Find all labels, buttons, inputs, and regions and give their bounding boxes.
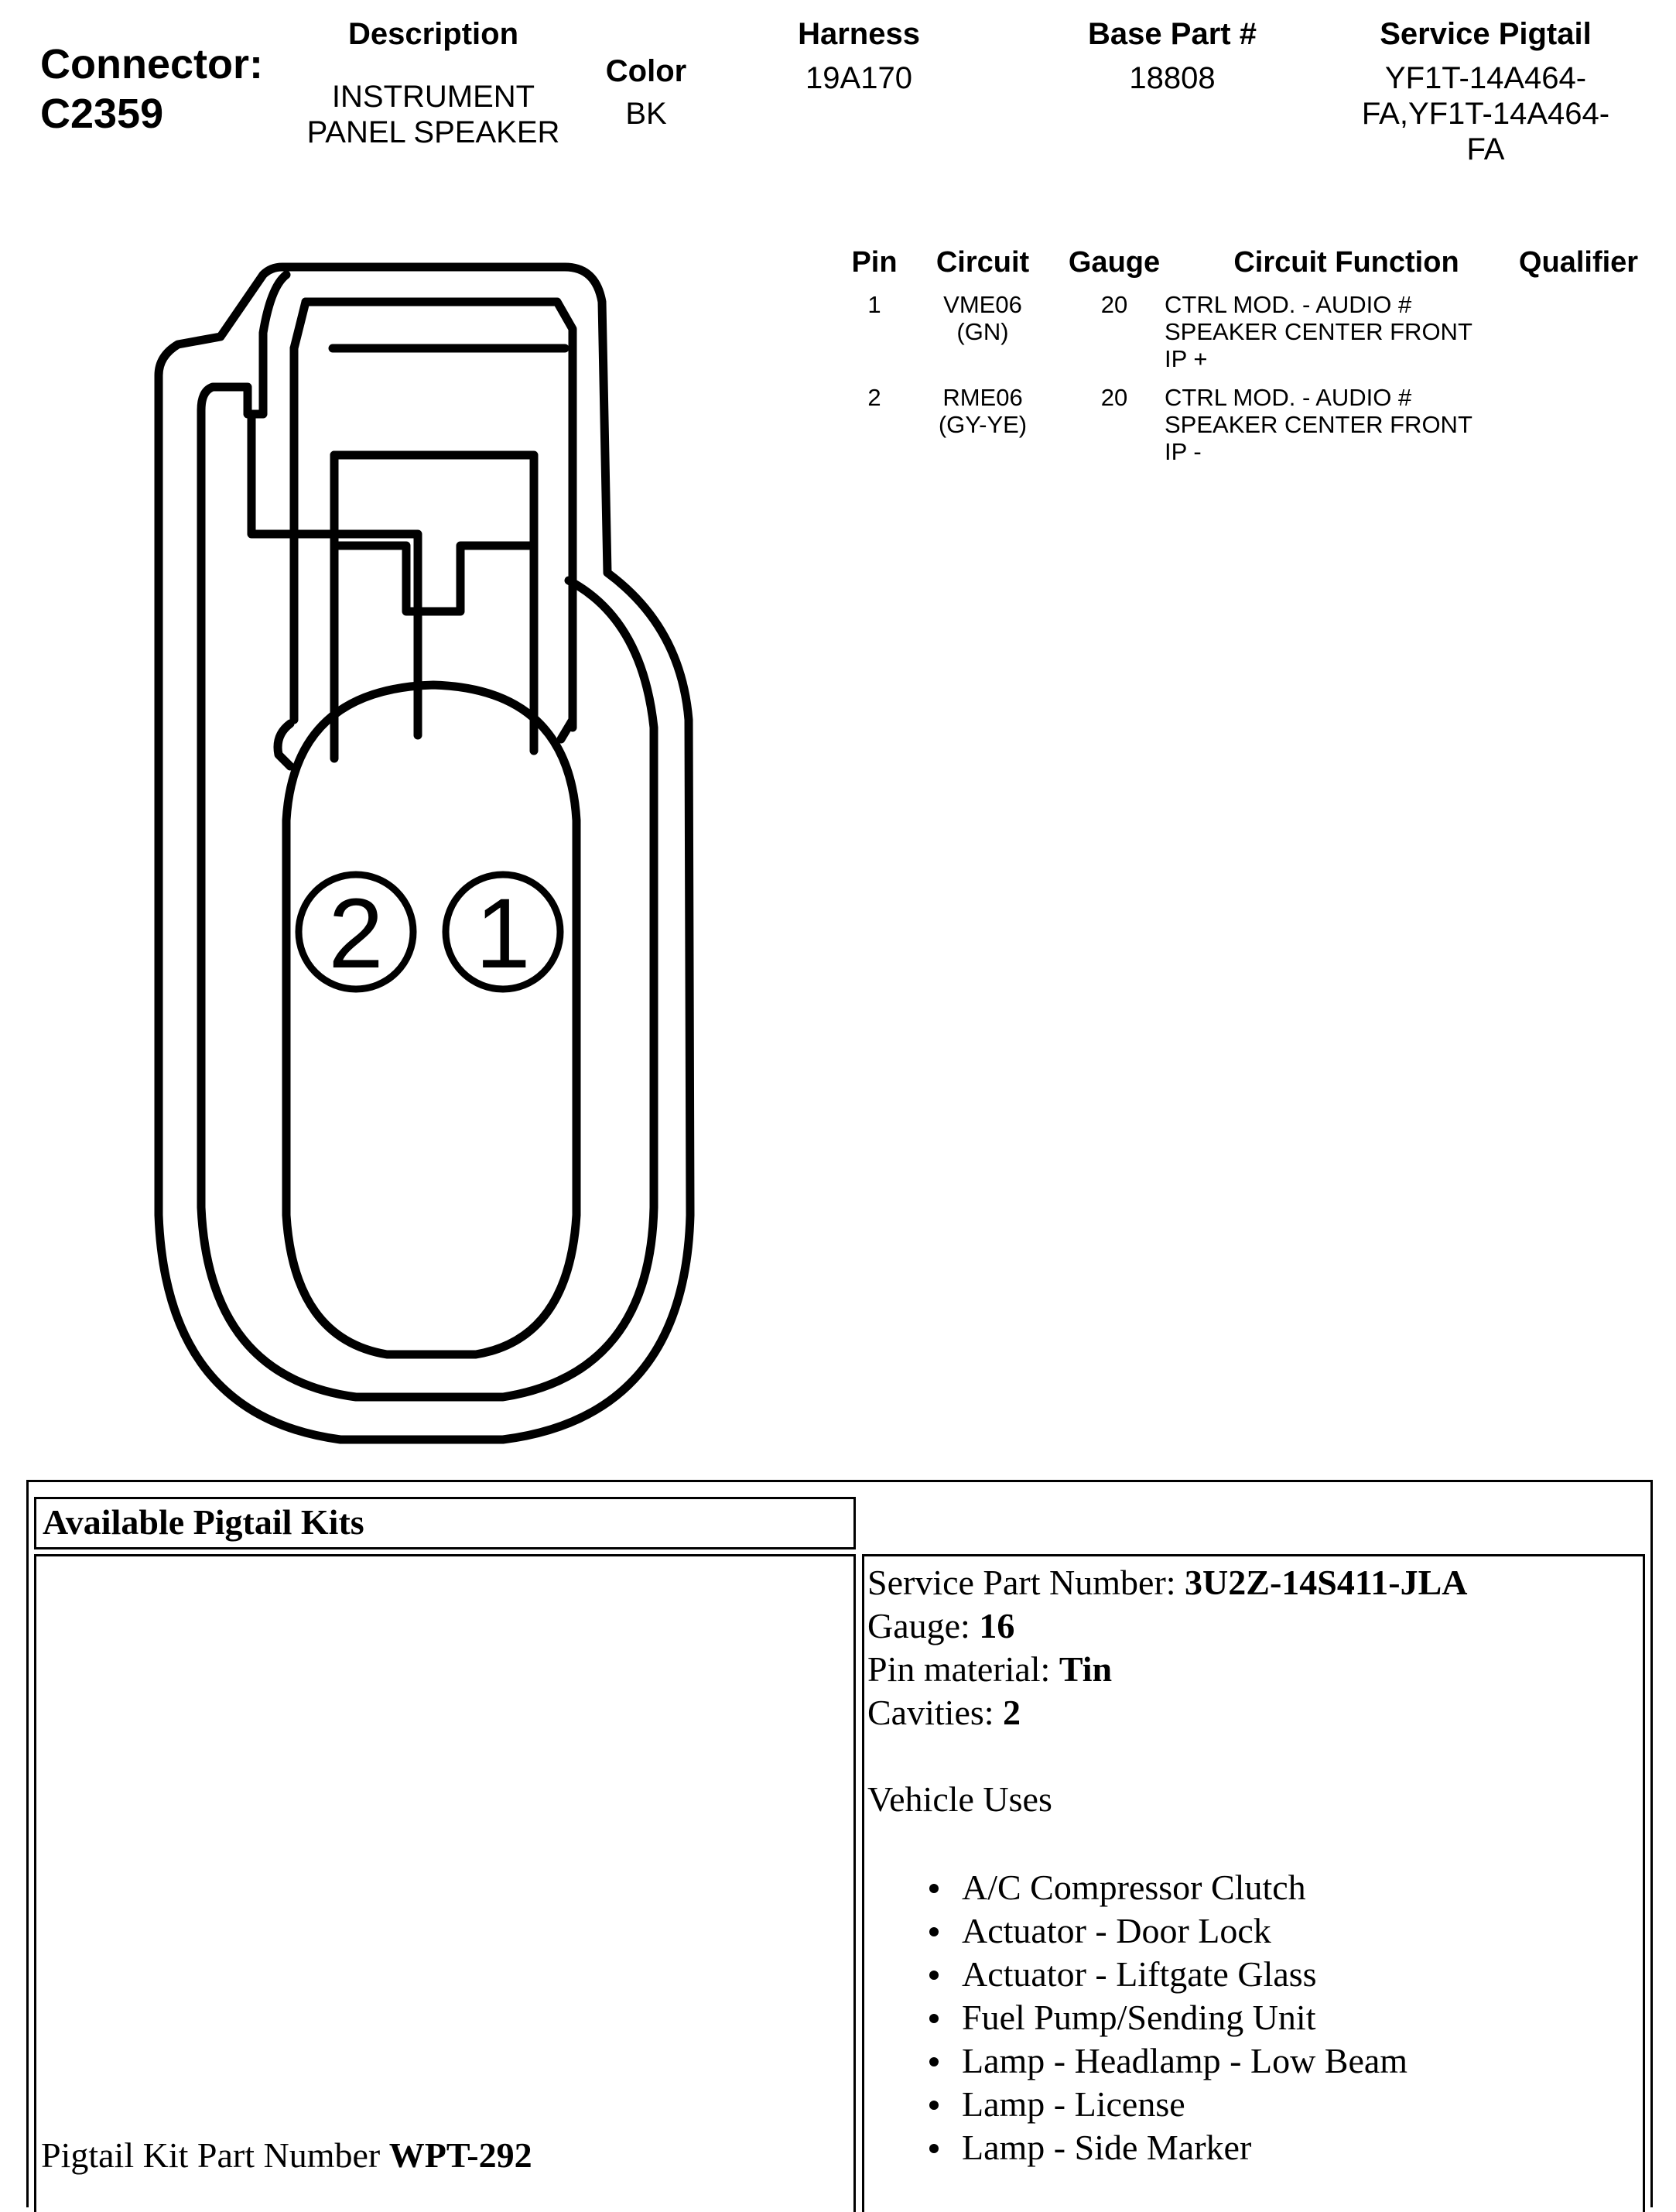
cavities-value: 2 <box>1003 1693 1021 1732</box>
function-line: CTRL MOD. - AUDIO # <box>1165 384 1412 411</box>
harness-block <box>743 15 975 96</box>
service-part-label: Service Part Number: <box>867 1563 1185 1602</box>
pigtail-details <box>867 1561 1641 2169</box>
kit-part-label: Pigtail Kit Part Number <box>41 2135 389 2175</box>
description-line-2: PANEL SPEAKER <box>306 115 560 149</box>
color-header: Color <box>605 54 687 88</box>
service-pigtail-line-1: YF1T-14A464- <box>1384 61 1587 95</box>
list-item: Lamp - License <box>867 2083 1641 2126</box>
gauge-number: 16 <box>979 1606 1015 1645</box>
description-block <box>279 15 588 150</box>
vehicle-uses-heading: Vehicle Uses <box>867 1779 1052 1819</box>
connector-id: C2359 <box>40 91 164 137</box>
circuit-function <box>1165 291 1520 372</box>
pin-1-label: 1 <box>475 878 531 989</box>
pin-table <box>836 245 1656 477</box>
pigtail-details-cell <box>862 1554 1645 2212</box>
description-line-1: INSTRUMENT <box>331 80 535 114</box>
list-item: Lamp - Headlamp - Low Beam <box>867 2039 1641 2083</box>
col-gauge: Gauge <box>1068 246 1161 279</box>
housing-inner <box>201 275 654 1397</box>
kit-part-value: WPT-292 <box>388 2135 532 2175</box>
circuit-name: VME06 <box>943 291 1022 318</box>
function-line: SPEAKER CENTER FRONT <box>1165 411 1472 438</box>
gauge-value: 20 <box>1100 384 1128 411</box>
pin-material-value: Tin <box>1059 1649 1113 1689</box>
function-line: CTRL MOD. - AUDIO # <box>1165 291 1412 318</box>
pigtail-title: Available Pigtail Kits <box>43 1502 364 1542</box>
cavities-label: Cavities: <box>867 1693 1004 1732</box>
service-pigtail-block <box>1331 15 1640 167</box>
base-part-value: 18808 <box>1129 61 1216 95</box>
gauge-label: Gauge: <box>867 1606 980 1645</box>
col-circuit: Circuit <box>935 246 1030 279</box>
circuit-color: (GN) <box>956 318 1009 345</box>
harness-header: Harness <box>798 17 920 51</box>
function-line: IP - <box>1165 438 1202 465</box>
service-pigtail-line-3: FA <box>1466 132 1505 166</box>
circuit-function <box>1165 384 1520 465</box>
connector-face-diagram <box>139 255 712 1447</box>
list-item: Actuator - Door Lock <box>867 1909 1641 1953</box>
col-pin: Pin <box>851 246 898 279</box>
service-pigtail-line-2: FA,YF1T-14A464- <box>1361 97 1610 131</box>
base-part-block <box>1052 15 1292 96</box>
function-line: SPEAKER CENTER FRONT <box>1165 318 1472 345</box>
circuit-color: (GY-YE) <box>938 411 1028 438</box>
circuit-code <box>921 384 1045 438</box>
gauge-line <box>867 1604 1641 1648</box>
description-header: Description <box>347 17 519 51</box>
cavities-line <box>867 1691 1641 1734</box>
harness-value: 19A170 <box>806 61 912 95</box>
kit-part-number <box>41 2134 532 2177</box>
pin-number: 2 <box>867 384 881 411</box>
function-line: IP + <box>1165 345 1208 372</box>
service-part-number <box>867 1561 1641 1604</box>
circuit-name: RME06 <box>942 384 1023 411</box>
pin-material-label: Pin material: <box>867 1649 1059 1689</box>
housing-outer <box>159 267 690 1440</box>
col-circuit-function: Circuit Function <box>1233 246 1459 279</box>
list-item: Lamp - Side Marker <box>867 2126 1641 2169</box>
list-item: Fuel Pump/Sending Unit <box>867 1996 1641 2039</box>
service-part-value: 3U2Z-14S411-JLA <box>1185 1563 1468 1602</box>
connector-label: Connector: <box>40 41 263 87</box>
service-pigtail-header: Service Pigtail <box>1380 17 1592 51</box>
base-part-header: Base Part # <box>1088 17 1257 51</box>
lock-tab <box>334 455 534 751</box>
vehicle-uses-list <box>867 1866 1641 2169</box>
pigtail-kit-cell <box>34 1554 856 2212</box>
pin-2-label: 2 <box>328 878 384 989</box>
list-item: Actuator - Liftgate Glass <box>867 1953 1641 1996</box>
color-block <box>573 53 720 132</box>
col-qualifier: Qualifier <box>1518 246 1639 279</box>
circuit-code <box>921 291 1045 345</box>
pigtail-title-cell <box>34 1497 856 1549</box>
gauge-value: 20 <box>1100 291 1128 318</box>
pin-capsule <box>286 685 576 1354</box>
pin-material-line <box>867 1648 1641 1691</box>
list-item: A/C Compressor Clutch <box>867 1866 1641 1909</box>
color-value: BK <box>625 97 667 131</box>
pin-number: 1 <box>867 291 881 318</box>
